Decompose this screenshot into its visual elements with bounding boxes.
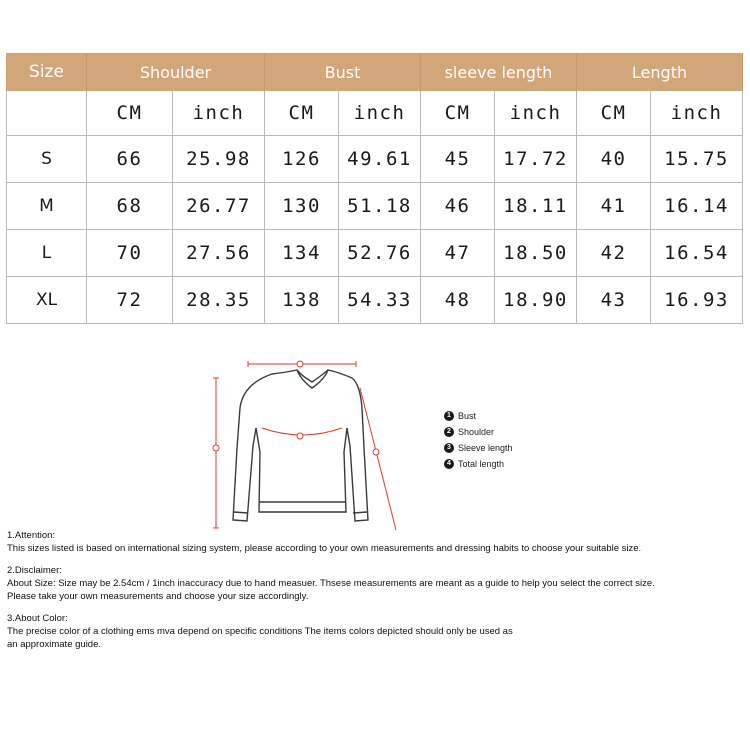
table-units-row <box>7 91 743 136</box>
note-title: 2.Disclaimer: <box>7 565 62 576</box>
table-cell: 51.18 <box>339 183 421 230</box>
table-cell: 126 <box>265 136 339 183</box>
legend-number-badge: 4 <box>444 459 454 469</box>
table-cell: 27.56 <box>173 230 265 277</box>
table-header-row <box>7 54 743 91</box>
units-empty-cell <box>7 91 87 136</box>
size-label: XL <box>7 277 87 324</box>
measure-lines <box>213 361 396 530</box>
table-cell: 16.14 <box>651 183 743 230</box>
note-text: an approximate guide. <box>7 639 102 650</box>
table-row <box>7 136 743 183</box>
note-disclaimer <box>7 564 747 603</box>
table-cell: 47 <box>421 230 495 277</box>
note-text: This sizes listed is based on international sizing system, please according to your own measurements and dressing habits to choose your suitable size. <box>7 543 642 554</box>
table-cell: 54.33 <box>339 277 421 324</box>
table-cell: 134 <box>265 230 339 277</box>
right-cuff <box>353 512 367 513</box>
table-cell: 26.77 <box>173 183 265 230</box>
table-row <box>7 277 743 324</box>
marker-1 <box>297 433 303 439</box>
size-label: S <box>7 136 87 183</box>
header-size: Size <box>7 54 87 91</box>
note-text: The precise color of a clothing ems mva depend on specific conditions The items colors depicted should only be used as <box>7 626 513 637</box>
note-title: 1.Attention: <box>7 530 56 541</box>
table-cell: 42 <box>577 230 651 277</box>
size-label: L <box>7 230 87 277</box>
marker-3 <box>373 449 379 455</box>
legend-label: Shoulder <box>458 427 495 437</box>
table-cell: 48 <box>421 277 495 324</box>
table-cell: 46 <box>421 183 495 230</box>
left-cuff <box>234 512 248 513</box>
unit-cell: CM <box>265 91 339 136</box>
diagram-legend <box>444 408 513 472</box>
header-length: Length <box>577 54 743 91</box>
table-cell: 138 <box>265 277 339 324</box>
table-cell: 52.76 <box>339 230 421 277</box>
table-row <box>7 183 743 230</box>
header-sleeve-length: sleeve length <box>421 54 577 91</box>
table-cell: 16.54 <box>651 230 743 277</box>
legend-label: Sleeve length <box>458 443 513 453</box>
legend-number-badge: 2 <box>444 427 454 437</box>
table-cell: 18.90 <box>495 277 577 324</box>
legend-label: Total length <box>458 459 505 469</box>
table-cell: 70 <box>87 230 173 277</box>
size-label: M <box>7 183 87 230</box>
note-text: Please take your own measurements and choose your size accordingly. <box>7 591 309 602</box>
sweater-measurement-diagram <box>200 352 410 542</box>
table-cell: 15.75 <box>651 136 743 183</box>
sweater-body-outline <box>233 370 368 521</box>
unit-cell: inch <box>173 91 265 136</box>
unit-cell: inch <box>339 91 421 136</box>
table-cell: 49.61 <box>339 136 421 183</box>
note-title: 3.About Color: <box>7 613 68 624</box>
note-about-color <box>7 612 747 651</box>
table-cell: 72 <box>87 277 173 324</box>
table-row <box>7 230 743 277</box>
legend-item-sleeve-length <box>444 440 513 456</box>
unit-cell: inch <box>495 91 577 136</box>
table-cell: 68 <box>87 183 173 230</box>
sleeve-length-measure-line <box>360 388 396 530</box>
legend-label: Bust <box>458 411 477 421</box>
table-cell: 17.72 <box>495 136 577 183</box>
legend-number-badge: 1 <box>444 411 454 421</box>
header-bust: Bust <box>265 54 421 91</box>
table-cell: 41 <box>577 183 651 230</box>
table-cell: 25.98 <box>173 136 265 183</box>
unit-cell: CM <box>87 91 173 136</box>
table-cell: 28.35 <box>173 277 265 324</box>
legend-item-total-length <box>444 456 513 472</box>
note-attention <box>7 529 747 555</box>
note-text: About Size: Size may be 2.54cm / 1inch inaccuracy due to hand measuer. Thsese measurements are meant as a guide to help you select the correct size. <box>7 578 655 589</box>
notes-section <box>7 529 747 660</box>
table-cell: 16.93 <box>651 277 743 324</box>
size-chart-table <box>6 53 743 324</box>
unit-cell: CM <box>421 91 495 136</box>
legend-number-badge: 3 <box>444 443 454 453</box>
table-cell: 40 <box>577 136 651 183</box>
table-cell: 130 <box>265 183 339 230</box>
unit-cell: CM <box>577 91 651 136</box>
legend-item-bust <box>444 408 513 424</box>
neckline-inner <box>297 370 328 382</box>
marker-4 <box>213 445 219 451</box>
table-cell: 43 <box>577 277 651 324</box>
marker-2 <box>297 361 303 367</box>
unit-cell: inch <box>651 91 743 136</box>
table-cell: 18.11 <box>495 183 577 230</box>
legend-item-shoulder <box>444 424 513 440</box>
table-cell: 66 <box>87 136 173 183</box>
header-shoulder: Shoulder <box>87 54 265 91</box>
sweater-outline <box>233 370 368 521</box>
table-cell: 45 <box>421 136 495 183</box>
table-cell: 18.50 <box>495 230 577 277</box>
